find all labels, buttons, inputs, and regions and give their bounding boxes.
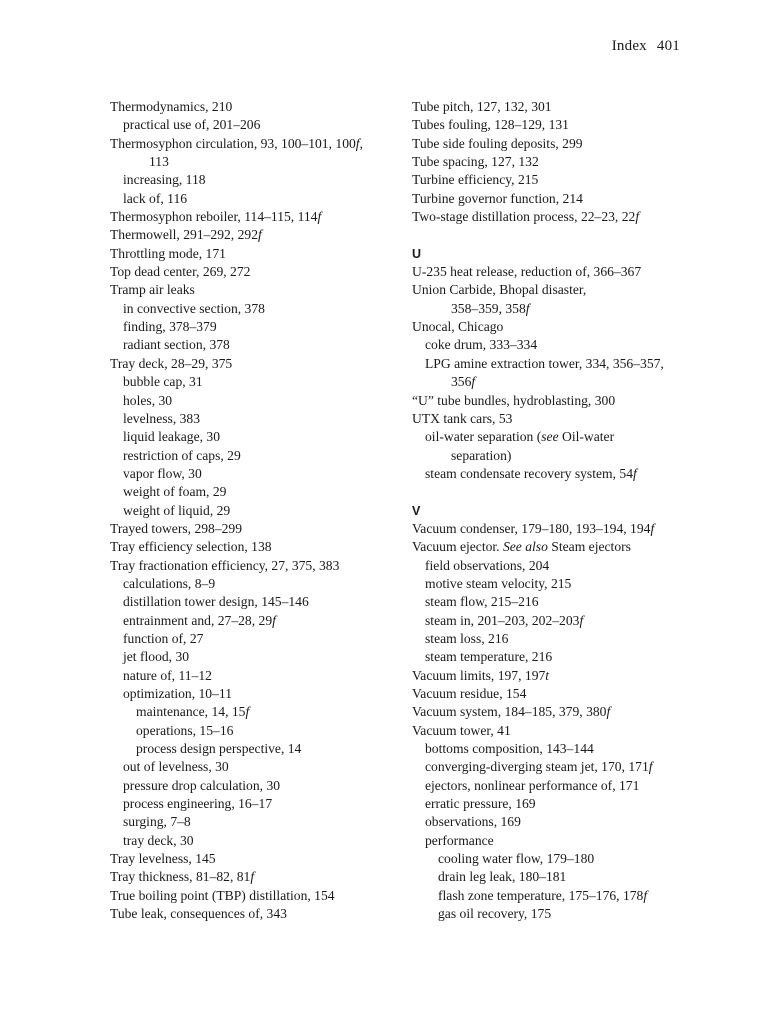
index-subsubentry <box>412 850 702 868</box>
entry-text: tray deck, 30 <box>123 832 194 848</box>
entry-text: U-235 heat release, reduction of, 366–367 <box>412 264 642 280</box>
entry-text: finding, 378–379 <box>123 319 217 335</box>
index-entry <box>412 98 702 116</box>
index-entry <box>110 208 390 226</box>
entry-text: Vacuum ejector. <box>412 539 503 555</box>
index-subentry <box>110 116 390 134</box>
entry-text: Tramp air leaks <box>110 282 195 298</box>
index-subentry <box>110 612 390 630</box>
index-subsubentry <box>412 868 702 886</box>
index-subsubentry <box>110 722 390 740</box>
entry-text: vapor flow, 30 <box>123 465 202 481</box>
page-number: 401 <box>656 38 680 54</box>
figure-table-marker: f <box>643 887 648 903</box>
entry-text: Tray efficiency selection, 138 <box>110 539 272 555</box>
entry-text: flash zone temperature, 175–176, 178 <box>438 887 644 903</box>
figure-table-marker: t <box>545 667 550 683</box>
entry-text: steam temperature, 216 <box>425 649 553 665</box>
entry-text: Trayed towers, 298–299 <box>110 520 243 536</box>
section-letter: V <box>412 503 421 518</box>
entry-text: ejectors, nonlinear performance of, 171 <box>425 777 640 793</box>
entry-text: out of levelness, 30 <box>123 759 229 775</box>
index-entry <box>412 520 702 538</box>
figure-table-marker: f <box>258 227 262 243</box>
index-entry <box>412 153 702 171</box>
entry-text: Tray deck, 28–29, 375 <box>110 355 233 371</box>
index-entry-continuation <box>412 447 702 465</box>
index-entry-continuation <box>110 153 390 171</box>
entry-text: performance <box>425 832 494 848</box>
index-subentry <box>412 832 702 850</box>
index-entry <box>110 520 390 538</box>
entry-text: 356 <box>451 374 472 390</box>
entry-text: Turbine governor function, 214 <box>412 190 583 206</box>
index-subentry <box>110 171 390 189</box>
index-subentry <box>412 575 702 593</box>
figure-table-marker: f <box>648 759 653 775</box>
index-subsubentry <box>412 905 702 923</box>
entry-text-tail: Oil-water <box>558 429 615 445</box>
index-entry <box>110 538 390 556</box>
entry-text: Tray fractionation efficiency, 27, 375, 383 <box>110 557 340 573</box>
entry-text: process design perspective, 14 <box>136 741 302 757</box>
index-entry <box>110 355 390 373</box>
entry-text: in convective section, 378 <box>123 300 265 316</box>
entry-text: Two-stage distillation process, 22–23, 22 <box>412 209 636 225</box>
index-subsubentry <box>110 740 390 758</box>
entry-text: process engineering, 16–17 <box>123 796 273 812</box>
section-letter: U <box>412 246 422 261</box>
entry-text: entrainment and, 27–28, 29 <box>123 612 273 628</box>
entry-text: weight of foam, 29 <box>123 484 227 500</box>
entry-text: nature of, 11–12 <box>123 667 212 683</box>
entry-text: Vacuum limits, 197, 197 <box>412 667 546 683</box>
index-entry <box>412 538 702 556</box>
entry-text: steam in, 201–203, 202–203 <box>425 612 580 628</box>
index-subentry <box>412 795 702 813</box>
entry-text: maintenance, 14, 15 <box>136 704 246 720</box>
index-entry <box>110 887 390 905</box>
entry-text: converging-diverging steam jet, 170, 171 <box>425 759 649 775</box>
index-subentry <box>110 428 390 446</box>
figure-table-marker: f <box>471 374 476 390</box>
index-subentry <box>412 355 702 373</box>
entry-text: steam loss, 216 <box>425 630 509 646</box>
index-subentry <box>110 630 390 648</box>
entry-text: pressure drop calculation, 30 <box>123 777 281 793</box>
entry-punct: , <box>359 135 363 151</box>
index-subentry <box>110 813 390 831</box>
index-entry <box>110 557 390 575</box>
index-subentry <box>412 428 702 446</box>
section-gap <box>412 483 702 501</box>
index-subentry <box>412 465 702 483</box>
index-entry <box>110 850 390 868</box>
index-subentry <box>110 190 390 208</box>
index-entry <box>412 281 702 299</box>
index-entry <box>412 392 702 410</box>
index-subentry <box>110 593 390 611</box>
entry-text: Tube leak, consequences of, 343 <box>110 906 287 922</box>
index-entry <box>110 905 390 923</box>
index-entry <box>412 722 702 740</box>
entry-text: radiant section, 378 <box>123 337 230 353</box>
index-subentry <box>110 447 390 465</box>
index-entry <box>110 281 390 299</box>
index-entry <box>412 263 702 281</box>
index-subentry <box>110 502 390 520</box>
entry-text: Vacuum tower, 41 <box>412 722 511 738</box>
cross-reference-italic: See also <box>502 539 548 555</box>
entry-text: distillation tower design, 145–146 <box>123 594 309 610</box>
figure-table-marker: f <box>525 300 530 316</box>
entry-text: practical use of, 201–206 <box>123 117 261 133</box>
entry-text: optimization, 10–11 <box>123 686 232 701</box>
index-entry <box>412 190 702 208</box>
index-entry-continuation <box>412 373 702 391</box>
index-subentry <box>412 593 702 611</box>
entry-text: Unocal, Chicago <box>412 319 504 335</box>
figure-table-marker: f <box>355 135 360 151</box>
entry-text: increasing, 118 <box>123 172 206 188</box>
entry-text: Tubes fouling, 128–129, 131 <box>412 117 569 133</box>
entry-text: calculations, 8–9 <box>123 575 216 591</box>
index-subentry <box>412 630 702 648</box>
index-entry <box>412 667 702 685</box>
index-entry <box>412 703 702 721</box>
entry-text: liquid leakage, 30 <box>123 429 221 445</box>
entry-text: Turbine efficiency, 215 <box>412 172 539 188</box>
index-subentry <box>110 410 390 428</box>
index-subentry <box>110 667 390 685</box>
entry-text: lack of, 116 <box>123 190 188 206</box>
entry-text: Union Carbide, Bhopal disaster, <box>412 282 587 298</box>
entry-text: Vacuum residue, 154 <box>412 686 527 701</box>
entry-text: Top dead center, 269, 272 <box>110 264 251 280</box>
entry-text: Tray thickness, 81–82, 81 <box>110 869 251 885</box>
figure-table-marker: f <box>245 704 250 720</box>
entry-text: True boiling point (TBP) distillation, 154 <box>110 887 335 903</box>
section-gap <box>412 226 702 244</box>
index-subentry <box>412 758 702 776</box>
figure-table-marker: f <box>317 209 322 225</box>
entry-text: steam flow, 215–216 <box>425 594 539 610</box>
figure-table-marker: f <box>250 869 255 885</box>
entry-text: function of, 27 <box>123 630 204 646</box>
entry-text: 113 <box>149 154 169 170</box>
entry-text: restriction of caps, 29 <box>123 447 241 463</box>
index-subentry <box>110 795 390 813</box>
index-column-left <box>110 98 390 923</box>
figure-table-marker: f <box>272 612 276 628</box>
entry-text: field observations, 204 <box>425 557 550 573</box>
entry-text: gas oil recovery, 175 <box>438 906 552 922</box>
running-header <box>612 38 680 55</box>
header-label: Index <box>611 38 647 54</box>
index-subentry <box>412 557 702 575</box>
index-entry <box>412 171 702 189</box>
index-entry <box>412 135 702 153</box>
entry-text: bottoms composition, 143–144 <box>425 741 594 757</box>
entry-text: LPG amine extraction tower, 334, 356–357, <box>425 355 664 371</box>
entry-text: Throttling mode, 171 <box>110 245 226 261</box>
index-entry <box>412 318 702 336</box>
index-subentry <box>110 465 390 483</box>
index-subentry <box>110 777 390 795</box>
index-subentry <box>110 648 390 666</box>
entry-text: motive steam velocity, 215 <box>425 575 572 591</box>
index-entry <box>110 245 390 263</box>
entry-text: “U” tube bundles, hydroblasting, 300 <box>412 392 616 408</box>
index-subentry <box>412 336 702 354</box>
figure-table-marker: f <box>633 465 637 481</box>
figure-table-marker: f <box>650 520 655 536</box>
index-subsubentry <box>110 703 390 721</box>
index-column-right <box>412 98 702 923</box>
figure-table-marker: f <box>579 612 584 628</box>
entry-text: Thermosyphon reboiler, 114–115, 114 <box>110 209 318 225</box>
index-subentry <box>412 813 702 831</box>
index-subentry <box>110 392 390 410</box>
index-entry <box>412 116 702 134</box>
index-subentry <box>110 300 390 318</box>
index-entry <box>412 208 702 226</box>
index-subentry <box>110 832 390 850</box>
entry-text: Tray levelness, 145 <box>110 851 216 867</box>
entry-text: cooling water flow, 179–180 <box>438 851 595 867</box>
index-subentry <box>110 575 390 593</box>
entry-text: Tube spacing, 127, 132 <box>412 154 539 170</box>
index-entry <box>412 410 702 428</box>
entry-text: 358–359, 358 <box>451 300 526 316</box>
index-subentry <box>110 373 390 391</box>
index-subentry <box>110 483 390 501</box>
entry-text: observations, 169 <box>425 814 521 830</box>
entry-text: UTX tank cars, 53 <box>412 410 513 426</box>
entry-text: holes, 30 <box>123 392 173 408</box>
index-subentry <box>412 612 702 630</box>
entry-text: jet flood, 30 <box>123 649 190 665</box>
entry-text: steam condensate recovery system, 54 <box>425 465 633 481</box>
index-subentry <box>412 777 702 795</box>
index-entry <box>110 263 390 281</box>
cross-reference-italic: see <box>541 429 559 445</box>
entry-text: Thermosyphon circulation, 93, 100–101, 100 <box>110 135 356 151</box>
index-entry <box>110 98 390 116</box>
index-subentry <box>110 318 390 336</box>
entry-text: drain leg leak, 180–181 <box>438 869 567 885</box>
entry-text: Vacuum system, 184–185, 379, 380 <box>412 704 607 720</box>
index-entry-continuation <box>412 300 702 318</box>
figure-table-marker: f <box>606 704 611 720</box>
index-subentry <box>412 648 702 666</box>
index-subentry <box>110 336 390 354</box>
entry-text: Tube pitch, 127, 132, 301 <box>412 99 552 114</box>
entry-text: Thermodynamics, 210 <box>110 99 233 114</box>
entry-text: bubble cap, 31 <box>123 374 203 390</box>
entry-text: Tube side fouling deposits, 299 <box>412 135 583 151</box>
index-entry <box>110 135 390 153</box>
index-entry <box>110 868 390 886</box>
entry-text: separation) <box>451 447 512 463</box>
entry-text: Vacuum condenser, 179–180, 193–194, 194 <box>412 520 651 536</box>
entry-text: operations, 15–16 <box>136 722 234 738</box>
entry-text: weight of liquid, 29 <box>123 502 231 518</box>
entry-text-tail: Steam ejectors <box>547 539 631 555</box>
index-subsubentry <box>412 887 702 905</box>
entry-text: oil-water separation ( <box>425 429 542 445</box>
entry-text: erratic pressure, 169 <box>425 796 536 812</box>
index-subentry <box>110 758 390 776</box>
index-entry <box>412 685 702 703</box>
entry-text: surging, 7–8 <box>123 814 191 830</box>
figure-table-marker: f <box>635 209 640 225</box>
index-subentry <box>110 685 390 703</box>
entry-text: coke drum, 333–334 <box>425 337 538 353</box>
index-entry <box>110 226 390 244</box>
index-subentry <box>412 740 702 758</box>
entry-text: levelness, 383 <box>123 410 201 426</box>
entry-text: Thermowell, 291–292, 292 <box>110 227 258 243</box>
